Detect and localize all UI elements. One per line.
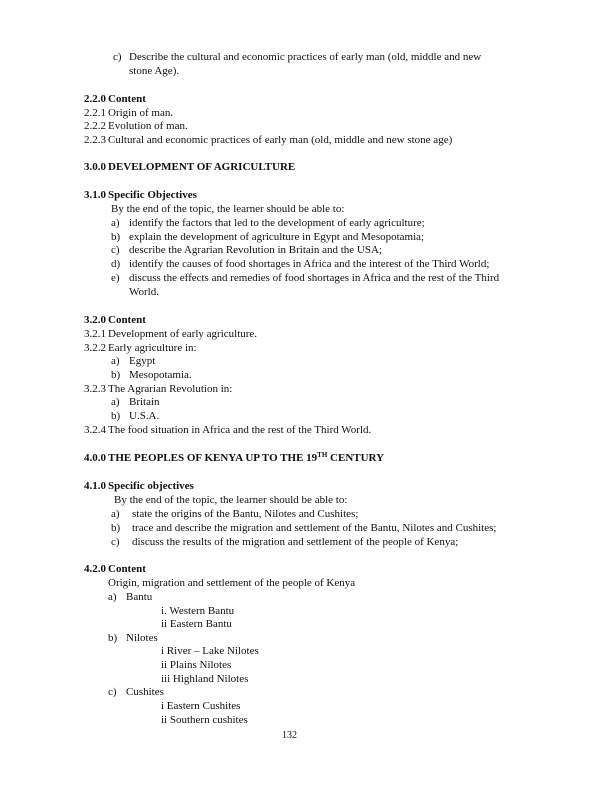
section-number: 4.1.0 — [84, 480, 106, 492]
item-text: Development of early agriculture. — [108, 328, 258, 340]
heading-superscript: TH — [317, 451, 328, 459]
list-text: trace and describe the migration and settlement of the Bantu, Nilotes and Cushites; — [132, 522, 497, 534]
sub-item: i Eastern Cushites — [161, 700, 241, 712]
list-label: a) — [111, 396, 120, 408]
list-label: c) — [113, 51, 122, 63]
list-text: World. — [129, 286, 159, 298]
section-heading: Specific objectives — [108, 480, 194, 492]
list-text: identify the factors that led to the development of early agriculture; — [129, 217, 425, 229]
sub-item: ii Eastern Bantu — [161, 618, 232, 630]
item-number: 3.2.1 — [84, 328, 106, 340]
list-label: c) — [108, 686, 117, 698]
list-text: discuss the results of the migration and settlement of the people of Kenya; — [132, 536, 459, 548]
sub-item: iii Highland Nilotes — [161, 673, 249, 685]
heading-text: THE PEOPLES OF KENYA UP TO THE 19 — [108, 452, 318, 464]
page-number: 132 — [282, 730, 297, 741]
section-heading — [108, 451, 384, 465]
section-number: 4.2.0 — [84, 563, 106, 575]
list-text: explain the development of agriculture in Egypt and Mesopotamia; — [129, 231, 425, 243]
item-text: Evolution of man. — [108, 120, 188, 132]
heading-text: CENTURY — [327, 452, 385, 464]
intro-text: Origin, migration and settlement of the people of Kenya — [108, 577, 356, 589]
list-text: Bantu — [126, 591, 153, 603]
list-label: e) — [111, 272, 120, 284]
section-heading: DEVELOPMENT OF AGRICULTURE — [108, 161, 296, 173]
item-number: 2.2.2 — [84, 120, 106, 132]
section-heading: Content — [108, 93, 146, 105]
list-text: Egypt — [129, 355, 156, 367]
sub-item: ii Southern cushites — [161, 714, 248, 726]
list-text: Britain — [129, 396, 160, 408]
sub-item: i. Western Bantu — [161, 605, 235, 617]
list-label: a) — [111, 355, 120, 367]
item-text: The Agrarian Revolution in: — [108, 383, 233, 395]
section-number: 3.0.0 — [84, 161, 106, 173]
list-label: a) — [111, 508, 120, 520]
item-text: The food situation in Africa and the rest of the Third World. — [108, 424, 372, 436]
sub-item: ii Plains Nilotes — [161, 659, 232, 671]
section-number: 3.1.0 — [84, 189, 106, 201]
list-text: Nilotes — [126, 632, 158, 644]
list-text: Describe the cultural and economic practices of early man (old, middle and new — [129, 51, 482, 63]
item-number: 2.2.3 — [84, 134, 106, 146]
section-heading: Specific Objectives — [108, 189, 197, 201]
intro-text: By the end of the topic, the learner should be able to: — [114, 494, 348, 506]
intro-text: By the end of the topic, the learner should be able to: — [111, 203, 345, 215]
list-text: discuss the effects and remedies of food shortages in Africa and the rest of the Third — [129, 272, 500, 284]
list-label: b) — [111, 522, 121, 534]
section-heading: Content — [108, 563, 146, 575]
list-text: Cushites — [126, 686, 164, 698]
list-text: U.S.A. — [129, 410, 160, 422]
list-text: stone Age). — [129, 65, 180, 77]
list-label: b) — [111, 231, 121, 243]
list-text: identify the causes of food shortages in Africa and the interest of the Third World; — [129, 258, 490, 270]
list-text: describe the Agrarian Revolution in Britain and the USA; — [129, 244, 382, 256]
list-label: b) — [111, 410, 121, 422]
section-number: 4.0.0 — [84, 452, 106, 464]
list-label: c) — [111, 244, 120, 256]
item-text: Early agriculture in: — [108, 342, 197, 354]
item-number: 3.2.2 — [84, 342, 106, 354]
list-text: Mesopotamia. — [129, 369, 192, 381]
item-text: Origin of man. — [108, 107, 174, 119]
list-label: a) — [108, 591, 117, 603]
list-label: d) — [111, 258, 121, 270]
list-label: b) — [111, 369, 121, 381]
list-label: c) — [111, 536, 120, 548]
sub-item: i River – Lake Nilotes — [161, 645, 259, 657]
item-number: 2.2.1 — [84, 107, 106, 119]
section-heading: Content — [108, 314, 146, 326]
item-number: 3.2.4 — [84, 424, 106, 436]
section-number: 2.2.0 — [84, 93, 106, 105]
list-label: a) — [111, 217, 120, 229]
item-number: 3.2.3 — [84, 383, 106, 395]
list-label: b) — [108, 632, 118, 644]
item-text: Cultural and economic practices of early man (old, middle and new stone age) — [108, 134, 453, 146]
list-text: state the origins of the Bantu, Nilotes and Cushites; — [132, 508, 359, 520]
section-number: 3.2.0 — [84, 314, 106, 326]
